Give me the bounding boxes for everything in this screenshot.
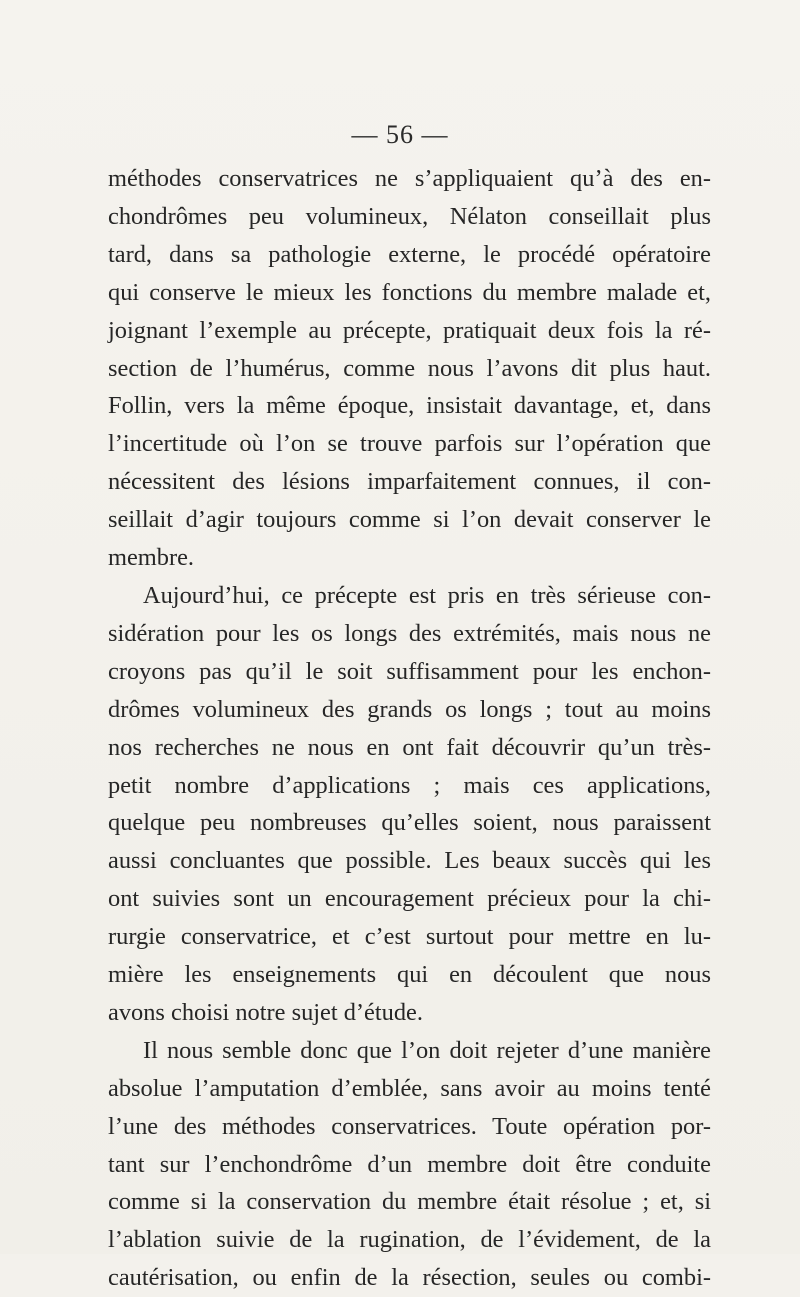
text-line: absolue l’amputation d’emblée, sans avoir au moins tenté (108, 1074, 711, 1102)
text-line: ont suivies sont un encouragement précieux pour la chi- (108, 885, 711, 913)
text-line: qui conserve le mieux les fonctions du membre malade et, (108, 278, 711, 306)
text-line: rurgie conservatrice, et c’est surtout pour mettre en lu- (108, 923, 711, 951)
text-line: l’incertitude où l’on se trouve parfois sur l’opération que (108, 430, 711, 458)
text-line: Follin, vers la même époque, insistait davantage, et, dans (108, 392, 711, 420)
text-line: avons choisi notre sujet d’étude. (108, 998, 423, 1026)
text-line: sidération pour les os longs des extrémités, mais nous ne (108, 619, 711, 647)
text-line: chondrômes peu volumineux, Nélaton conseillait plus (108, 202, 711, 230)
text-line: quelque peu nombreuses qu’elles soient, nous paraissent (108, 809, 711, 837)
page-number: — 56 — (351, 120, 449, 149)
text-line: cautérisation, ou enfin de la résection, seules ou combi- (108, 1264, 711, 1292)
text-line: comme si la conservation du membre était résolue ; et, si (108, 1188, 711, 1216)
text-line: Il nous semble donc que l’on doit rejeter d’une manière (143, 1036, 711, 1064)
text-line: croyons pas qu’il le soit suffisamment pour les enchon- (108, 657, 711, 685)
text-line: joignant l’exemple au précepte, pratiquait deux fois la ré- (108, 316, 711, 344)
text-line: drômes volumineux des grands os longs ; tout au moins (108, 695, 711, 723)
text-line: aussi concluantes que possible. Les beaux succès qui les (108, 847, 711, 875)
text-line: Aujourd’hui, ce précepte est pris en très sérieuse con- (143, 581, 711, 609)
text-line: l’une des méthodes conservatrices. Toute opération por- (108, 1112, 711, 1140)
text-line: nécessitent des lésions imparfaitement connues, il con- (108, 468, 711, 496)
body-text (108, 160, 711, 1297)
text-line: méthodes conservatrices ne s’appliquaient qu’à des en- (108, 165, 711, 192)
text-line: mière les enseignements qui en découlent que nous (108, 961, 711, 989)
text-line: nos recherches ne nous en ont fait découvrir qu’un très- (108, 733, 711, 761)
text-line: membre. (108, 544, 195, 572)
text-line: section de l’humérus, comme nous l’avons dit plus haut. (108, 354, 711, 382)
text-line: l’ablation suivie de la rugination, de l’évidement, de la (108, 1226, 711, 1254)
text-line: tard, dans sa pathologie externe, le procédé opératoire (108, 240, 711, 268)
text-line: seillait d’agir toujours comme si l’on devait conserver le (108, 506, 711, 534)
text-line: petit nombre d’applications ; mais ces applications, (108, 771, 711, 799)
text-line: tant sur l’enchondrôme d’un membre doit être conduite (108, 1150, 711, 1178)
